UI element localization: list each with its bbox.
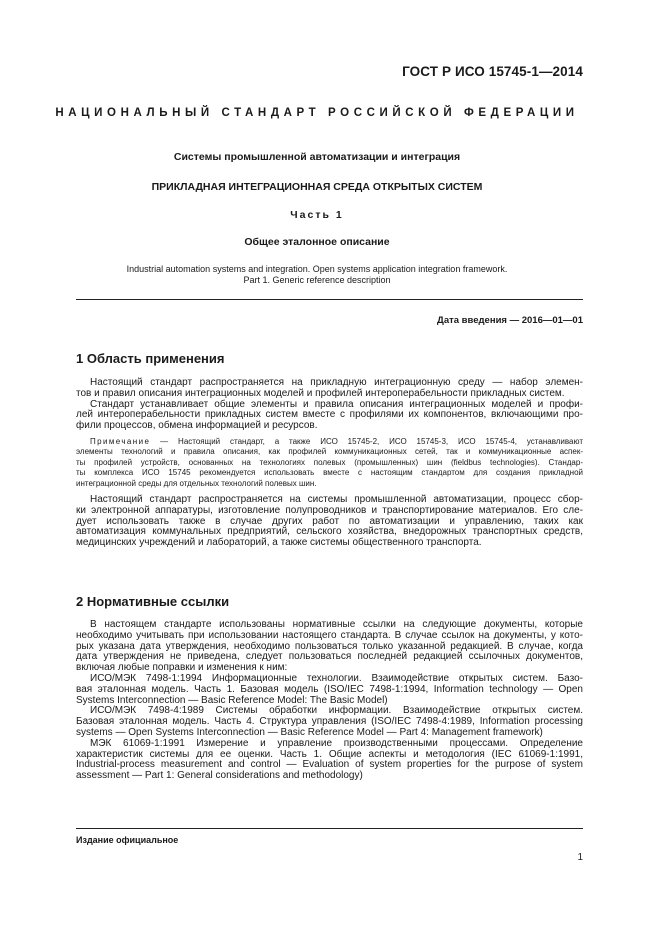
document-id: ГОСТ Р ИСО 15745-1—2014 [402,64,583,79]
national-standard-banner: НАЦИОНАЛЬНЫЙ СТАНДАРТ РОССИЙСКОЙ ФЕДЕРАЦИИ [55,107,579,119]
section-2-paragraph-1: В настоящем стандарте использованы нормативные ссылки на следующие документы, которые необходимо учитывать при использовании настоящего стандарта. В случае ссылок на документы, у кото- рых указана дата утверждения, необходимо пользоваться только указанной редакцией. В случае, когда дата утверждения не приведена, следует пользоваться последней редакцией ссылочных документов, включая любые поправки и изменения к ним: [76,619,583,674]
introduction-date: Дата введения — 2016—01—01 [437,315,583,326]
english-title-line-2: Part 1. Generic reference description [243,275,391,285]
reference-iso-iec-7498-1: ИСО/МЭК 7498-1:1994 Информационные технологии. Взаимодействие открытых систем. Базо- вая эталонная модель. Часть 1. Базовая модель (ISO/IEC 7498-1:1994, Information technology — Open Systems Interconnection — Basic Reference Model: The Basic Model) [76,672,583,706]
reference-iso-iec-7498-4: ИСО/МЭК 7498-4:1989 Системы обработки информации. Взаимодействие открытых систем. Базовая эталонная модель. Часть 4. Структура управления (ISO/IEC 7498-4:1989, Information processing systems — Open Systems Interconnection — Basic Reference Model — Part 4: Management framework) [76,705,583,738]
footer-divider [76,828,583,829]
subtitle: Общее эталонное описание [244,236,390,248]
section-1-paragraph-3: Настоящий стандарт распространяется на системы промышленной автоматизации, процесс сбор- ки электронной аппаратуры, изготовление полупроводников и транспортирование материалов. Его сле- дует использовать также в случае других работ по автоматизации и управлению, таких как автоматизация коммунальных предприятий, сельского хозяйства, внедорожных транспортных средств, медицинских учреждений и лабораторий, а также системы общественного транспорта. [76,494,583,549]
section-2-body [76,620,583,782]
section-2-heading: 2 Нормативные ссылки [76,594,230,609]
section-1-heading: 1 Область применения [76,351,225,366]
english-title-line-1: Industrial automation systems and integration. Open systems application integration framework. [126,264,508,274]
note-label: Примечание [90,436,151,446]
official-edition-label: Издание официальное [76,835,179,845]
title-line-2: ПРИКЛАДНАЯ ИНТЕГРАЦИОННАЯ СРЕДА ОТКРЫТЫХ СИСТЕМ [151,181,483,193]
section-1-paragraph-2: Стандарт устанавливает общие элементы и правила описания интеграционных моделей и профи- лей интероперабельности прикладных систем вместе с профилями их компонентов, включающими про- фили процессов, обмена информацией и ресурсов. [76,398,583,432]
page-number: 1 [577,852,583,863]
reference-iec-61069-1: МЭК 61069-1:1991 Измерение и управление производственными процессами. Определение характеристик системы для ее оценки. Часть 1. Общие аспекты и методология (IEC 61069-1:1991, Industrial-process measurement and control — Evaluation of system properties for the purpose of system assessment — Part 1: General considerations and methodology) [76,737,583,782]
title-line-1: Системы промышленной автоматизации и интеграция [173,151,461,163]
section-1-body [76,378,583,549]
header-divider [76,299,583,300]
section-1-note: Примечание — Настоящий стандарт, а также ИСО 15745-2, ИСО 15745-3, ИСО 15745-4, устанавливают элементы технологий и правила описания, как профилей коммуникационных сетей, так и коммуникационные аспек- ты профилей устройств, основанных на технологиях полевых (промышленных) шин (fieldbus technologies). Стандар- ты комплекса ИСО 15745 рекомендуется использовать вместе с настоящим стандартом для создания прикладной интеграционной среды для отдельных технологий полевых шин. [76,436,583,488]
section-1-paragraph-1: Настоящий стандарт распространяется на прикладную интеграционную среду — набор элемен- тов и правил описания интеграционных моделей и профилей интероперабельности прикладных систем. [76,377,583,399]
part-title: Часть 1 [290,209,344,221]
